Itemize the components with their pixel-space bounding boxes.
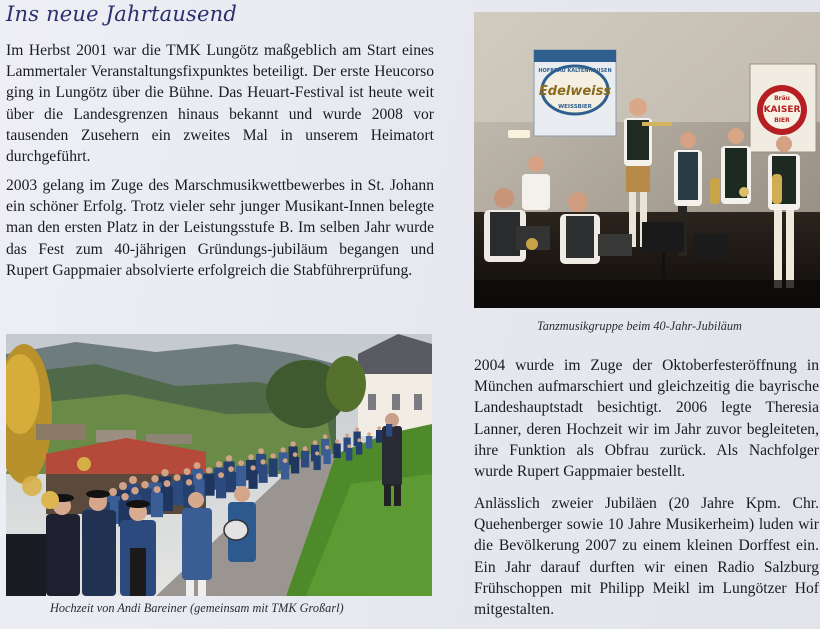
marcher-head (226, 455, 232, 461)
paragraph-marschmusik: 2003 gelang im Zuge des Marschmusikwettbewerbes in St. Johann ein schöner Erfolg. Trotz vieler sehr junger Musikant-Innen belegte man den ersten Platz in der Leistungsstufe B. Im selben Jahr wurde das Fest zum 40-jährigen Gründungs-jubiläum begangen und Rupert Gappmaier absolvierte erfolgreich die Stabführerprüfung. (6, 177, 434, 279)
marcher-head (164, 480, 171, 487)
marcher-figure (269, 459, 278, 477)
marcher-figure (356, 442, 362, 455)
marcher-head (313, 440, 318, 445)
banner-bier-text: BIER (774, 117, 790, 124)
marcher-figure (386, 424, 392, 437)
marcher-figure (376, 430, 382, 443)
marcher-head (218, 472, 224, 478)
marcher-figure (249, 471, 258, 489)
marcher-figure (216, 478, 226, 498)
marcher-head (283, 458, 288, 463)
marcher-head (303, 446, 308, 451)
marcher-head (151, 475, 158, 482)
marcher-figure (334, 444, 341, 459)
marcher-head (154, 486, 161, 493)
band-photo (474, 12, 820, 308)
marcher-figure (259, 465, 268, 483)
marcher-figure (204, 474, 215, 496)
marcher-figure (281, 463, 289, 479)
marcher-figure (324, 450, 331, 465)
marcher-head (121, 493, 128, 500)
marcher-head (325, 445, 329, 449)
marcher-figure (226, 472, 236, 492)
parade-photo-caption: Hochzeit von Andi Bareiner (gemeinsam mit TMK Großarl) (50, 601, 344, 615)
marcher-head (206, 467, 212, 473)
banner-brau-text: Bräu (774, 95, 790, 102)
marcher-figure (236, 466, 246, 486)
marcher-head (141, 481, 148, 488)
marcher-head (347, 444, 351, 448)
marcher-figure (366, 436, 372, 449)
banner-edelweiss-text: Edelweiss (538, 84, 612, 99)
marcher-head (357, 438, 361, 442)
marcher-head (258, 448, 264, 454)
marcher-head (280, 447, 285, 452)
marcher-head (250, 465, 255, 470)
marcher-head (184, 468, 191, 475)
marcher-head (109, 488, 117, 496)
marcher-head (387, 420, 391, 424)
band-photo-caption: Tanzmusikgruppe beim 40-Jahr-Jubiläum (537, 319, 742, 333)
marcher-head (238, 460, 244, 466)
marcher-head (323, 434, 328, 439)
marcher-figure (291, 457, 299, 473)
edelweiss-banner (534, 50, 616, 136)
parade-photo (6, 334, 432, 596)
band-photo-drawing (474, 12, 820, 308)
marcher-head (216, 461, 222, 467)
paragraph-oktoberfest: 2004 wurde im Zuge der Oktoberfesteröffnung in München aufmarschiert und gleichzeitig die bayrische Landeshauptstadt besichtigt. 2006 legte Theresia Lanner, deren Hochzeit wir im Jahr zuvor begleiteten, ihre Funktion als Obfrau zurück. Als Nachfolger wurde Rupert Gappmaier bestellt. (474, 357, 819, 481)
marcher-head (290, 441, 295, 446)
marcher-head (315, 451, 319, 455)
marcher-head (335, 439, 339, 443)
marcher-head (345, 433, 349, 437)
marcher-figure (151, 493, 163, 517)
paragraph-heucorso: Im Herbst 2001 war die TMK Lungötz maßgeblich am Start eines Lammertaler Veranstaltungsfixpunktes beteiligt. Der erste Heucorso ging in Lungötz über die Bühne. Das Heuart-Festival ist heute weit über die Landesgrenzen hinaus bekannt und wurde 2008 vor tausenden Zusehern ein zweites Mal in unserem Heimatort durchgeführt. (6, 42, 434, 166)
marcher-head (196, 473, 202, 479)
marcher-head (367, 432, 371, 436)
marcher-head (186, 479, 192, 485)
marcher-figure (346, 448, 352, 461)
marcher-head (377, 426, 381, 430)
marcher-figure (301, 451, 309, 467)
marcher-head (270, 453, 275, 458)
marcher-head (260, 459, 265, 464)
marcher-head (129, 476, 137, 484)
marcher-head (174, 474, 181, 481)
marcher-head (161, 469, 168, 476)
marcher-head (293, 452, 298, 457)
marcher-head (131, 487, 138, 494)
marcher-figure (314, 456, 321, 471)
banner-kaiser-text: KAISER (763, 105, 801, 115)
marcher-head (228, 466, 234, 472)
marcher-head (119, 482, 127, 490)
marcher-head (248, 454, 254, 460)
paragraph-jubilaeen: Anlässlich zweier Jubiläen (20 Jahre Kpm. Chr. Quehenberger sowie 10 Jahre Musikerheim) luden wir die Bevölkerung 2007 zu einem kleinen Dorffest ein. Ein Jahr darauf durften wir einen Radio Salzburg Frühschoppen mit Philipp Meikl im Lungötzer Hof mitgestalten. (474, 495, 819, 619)
banner-weissbier-text: WEISSBIER (558, 104, 592, 110)
marcher-head (355, 427, 359, 431)
section-heading: Ins neue Jahrtausend (6, 2, 238, 26)
banner-brewery-text: HOFBRÄU KALTENHAUSEN (538, 68, 612, 74)
marcher-head (194, 462, 201, 469)
parade-photo-drawing (6, 334, 432, 596)
